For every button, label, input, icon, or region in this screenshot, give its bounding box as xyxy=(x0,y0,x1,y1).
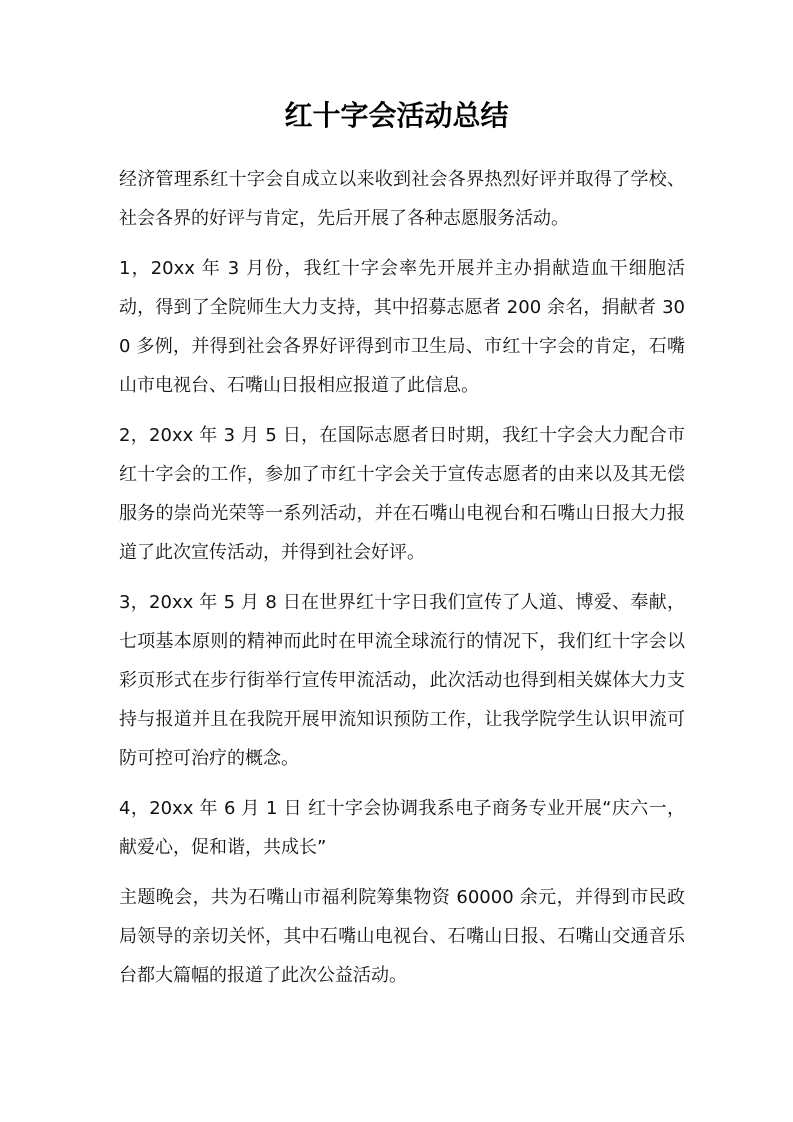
document-title: 红十字会活动总结 xyxy=(284,99,509,132)
paragraph-item-1: 1，20xx 年 3 月份，我红十字会率先开展并主办捐献造血干细胞活动，得到了全院师生大力支持，其中招募志愿者 200 余名，捐献者 300 多例，并得到社会各界好评得到市卫生局、市红十字会的肯定，石嘴山市电视台、石嘴山日报相应报道了此信息。 xyxy=(119,258,685,396)
paragraph-item-4: 4，20xx 年 6 月 1 日 红十字会协调我系电子商务专业开展“庆六一，献爱心，促和谐，共成长” xyxy=(119,798,685,858)
paragraph-intro: 经济管理系红十字会自成立以来收到社会各界热烈好评并取得了学校、社会各界的好评与肯定，先后开展了各种志愿服务活动。 xyxy=(119,169,685,229)
paragraph-item-3: 3，20xx 年 5 月 8 日在世界红十字日我们宣传了人道、博爱、奉献，七项基本原则的精神而此时在甲流全球流行的情况下，我们红十字会以彩页形式在步行街举行宣传甲流活动，此次活动也得到相关媒体大力支持与报道并且在我院开展甲流知识预防工作，让我学院学生认识甲流可防可控可治疗的概念。 xyxy=(119,592,685,769)
paragraph-item-4-continued: 主题晚会，共为石嘴山市福利院筹集物资 60000 余元，并得到市民政局领导的亲切关怀，其中石嘴山电视台、石嘴山日报、石嘴山交通音乐台都大篇幅的报道了此次公益活动。 xyxy=(119,887,685,986)
document-body xyxy=(119,160,685,1006)
paragraph-item-2: 2，20xx 年 3 月 5 日，在国际志愿者日时期，我红十字会大力配合市红十字会的工作，参加了市红十字会关于宣传志愿者的由来以及其无偿服务的崇尚光荣等一系列活动，并在石嘴山电视台和石嘴山日报大力报道了此次宣传活动，并得到社会好评。 xyxy=(119,425,685,563)
